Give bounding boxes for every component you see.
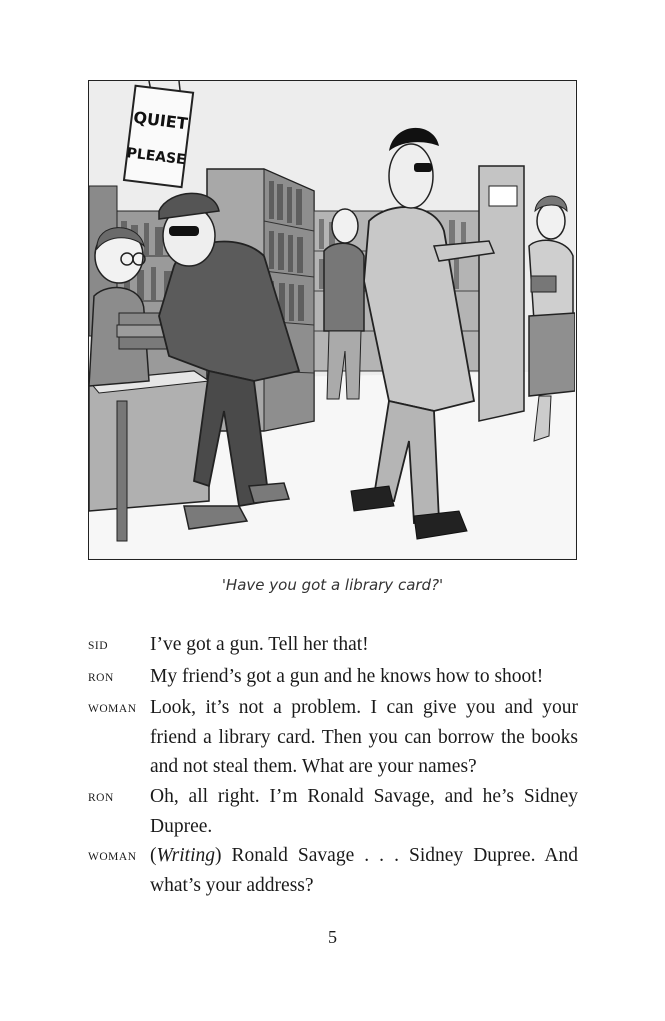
speech-text: Oh, all right. I’m Ronald Savage, and he’s Sidney Dupree. [150, 785, 578, 837]
dialogue-line [88, 662, 578, 694]
librarian-figure [89, 228, 149, 386]
page-number: 5 [328, 927, 337, 947]
speech-text: My friend’s got a gun and he knows how to shoot! [150, 665, 544, 687]
library-illustration [88, 80, 577, 560]
speech-body: Ronald Savage . . . Sidney Dupree. And what’s your address? [150, 845, 578, 896]
stage-direction: Writing [156, 845, 216, 867]
sign-line-2: PLEASE [125, 145, 187, 169]
speaker-name: RON [88, 791, 114, 804]
illustration-caption: 'Have you got a library card?' [221, 576, 444, 594]
dialogue-line [88, 693, 578, 782]
dialogue-line [88, 630, 578, 662]
sign-line-1: QUIET [132, 107, 189, 134]
cabinet-right [479, 166, 524, 421]
speaker-name: WOMAN [88, 851, 137, 864]
speech-text: Look, it’s not a problem. I can give you and your friend a library card. Then you can borrow the books and not steal them. What are your names? [150, 697, 578, 778]
speaker-name: SID [88, 640, 109, 652]
dialogue-line [88, 841, 578, 900]
speech-text: I’ve got a gun. Tell her that! [150, 634, 369, 655]
dialogue-line [88, 782, 578, 841]
speaker-name: RON [88, 671, 114, 684]
dialogue-script [88, 630, 578, 900]
speaker-name: WOMAN [88, 703, 137, 716]
quiet-please-sign [123, 81, 193, 187]
speech-text: (Writing) Ronald Savage . . . Sidney Dupree. And what’s your address? [150, 845, 578, 896]
